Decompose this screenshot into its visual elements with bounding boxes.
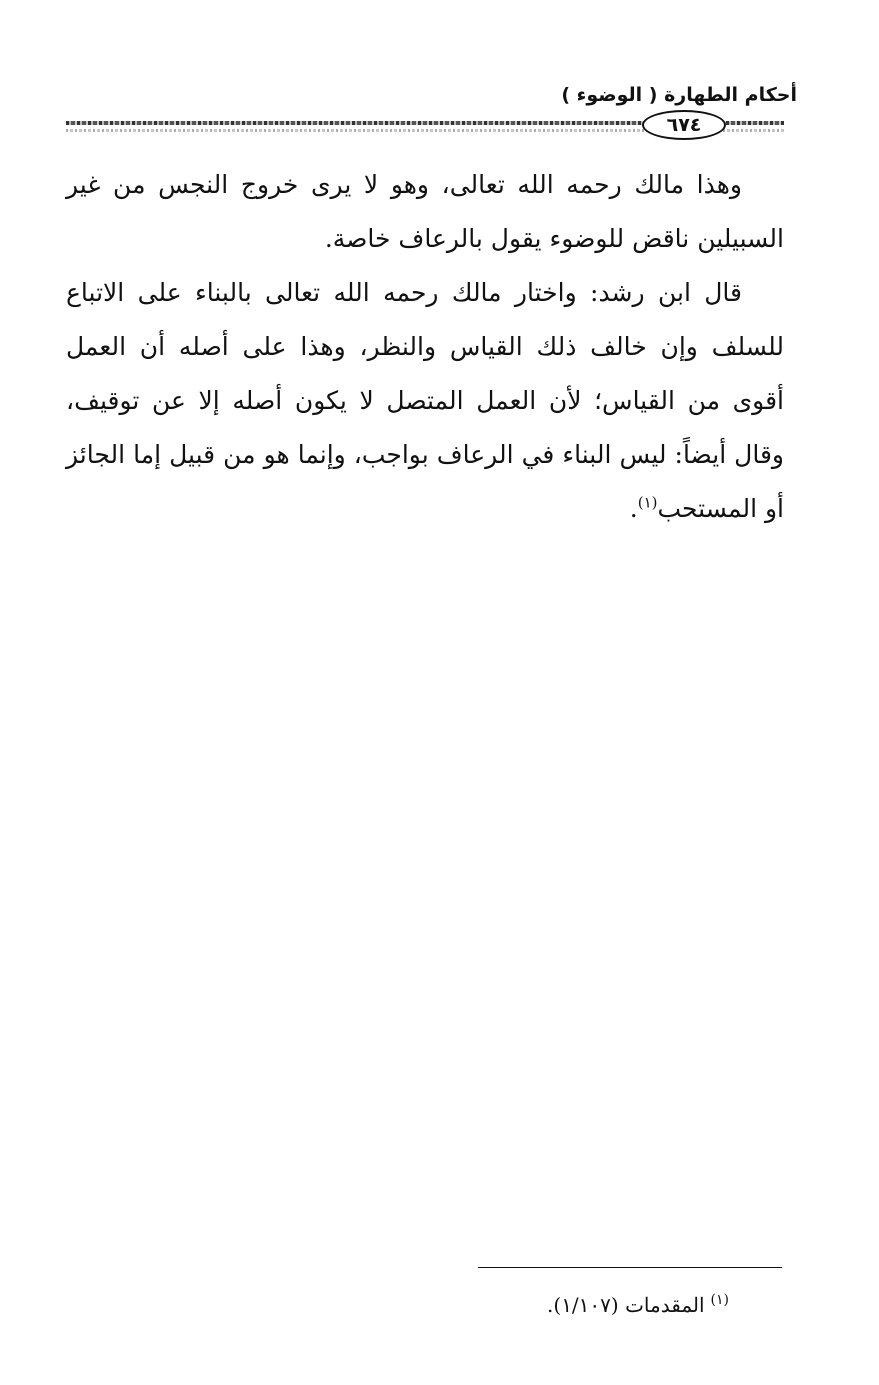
paragraph-1 xyxy=(66,158,784,266)
page-number: ٦٧٤ xyxy=(642,110,726,140)
footnote-1 xyxy=(547,1290,729,1320)
footnote-1-number: (١) xyxy=(710,1292,729,1309)
paragraph-1-text: وهذا مالك رحمه الله تعالى، وهو لا يرى خروج النجس من غير السبيلين ناقض للوضوء يقول بالرعاف خاصة. xyxy=(66,170,784,253)
paragraph-2-text: قال ابن رشد: واختار مالك رحمه الله تعالى بالبناء على الاتباع للسلف وإن خالف ذلك القياس والنظر، وهذا على أصله أن العمل أقوى من القياس؛ لأن العمل المتصل لا يكون أصله إلا عن توقيف، وقال أيضاً: ليس البناء في الرعاف بواجب، وإنما هو من قبيل إما الجائز أو المستحب xyxy=(66,278,784,523)
paragraph-2-tail: . xyxy=(629,494,638,523)
paragraph-2 xyxy=(66,266,784,536)
running-header-title: أحكام الطهارة ( الوضوء ) xyxy=(561,84,797,106)
footnote-reference-1[interactable]: (١) xyxy=(637,493,658,512)
main-text xyxy=(66,158,784,536)
footnote-1-text: المقدمات (١/١٠٧). xyxy=(547,1293,705,1317)
footnote-separator xyxy=(478,1267,782,1268)
